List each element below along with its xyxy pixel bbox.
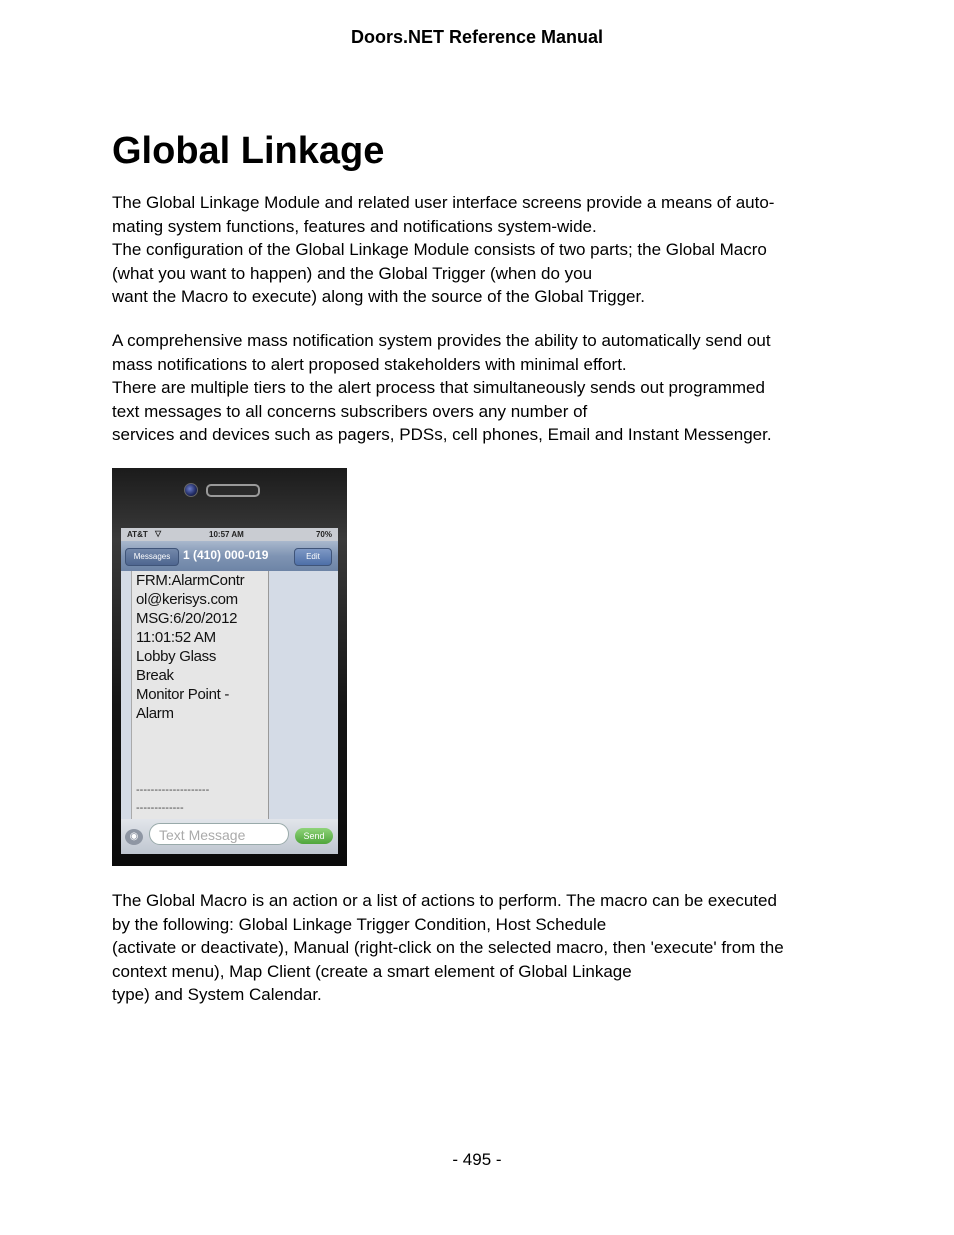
edit-button: Edit xyxy=(294,548,332,566)
text-line: services and devices such as pagers, PDSs, cell phones, Email and Instant Messenger. xyxy=(112,425,772,444)
intro-paragraph xyxy=(112,191,852,309)
contact-title: 1 (410) 000-019 xyxy=(183,548,269,562)
message-line: Alarm xyxy=(136,705,174,722)
messages-back-button: Messages xyxy=(125,548,179,566)
dash-line: -------------------- xyxy=(136,784,210,796)
text-message-field: Text Message xyxy=(149,823,289,845)
text-line: The Global Macro is an action or a list of actions to perform. The macro can be executed xyxy=(112,891,777,910)
message-line: Monitor Point - xyxy=(136,686,230,703)
message-line: Break xyxy=(136,667,174,684)
text-line: type) and System Calendar. xyxy=(112,985,322,1004)
page-number: - 495 - xyxy=(452,1150,502,1169)
battery-label: 70% xyxy=(315,530,332,539)
message-bubble xyxy=(131,571,269,819)
text-line: (activate or deactivate), Manual (right-click on the selected macro, then 'execute' from the xyxy=(112,938,784,957)
wifi-icon: ▽ xyxy=(155,529,162,538)
text-line: context menu), Map Client (create a smart element of Global Linkage xyxy=(112,961,632,981)
notification-paragraph xyxy=(112,329,852,447)
text-line: text messages to all concerns subscribers overs any number of xyxy=(112,401,588,421)
speaker-grille xyxy=(206,484,260,497)
phone-screenshot xyxy=(112,468,347,866)
phone-screen xyxy=(121,528,338,854)
messages-nav-bar xyxy=(121,541,338,571)
message-input-bar xyxy=(121,819,338,854)
text-line: There are multiple tiers to the alert process that simultaneously sends out programmed xyxy=(112,378,765,397)
carrier-label: AT&T xyxy=(127,530,148,539)
message-line: 11:01:52 AM xyxy=(136,629,216,646)
camera-icon: ◉ xyxy=(125,829,143,845)
dash-line: ------------- xyxy=(136,802,184,814)
message-line: ol@kerisys.com xyxy=(136,591,238,608)
status-bar xyxy=(121,528,338,541)
text-line: mass notifications to alert proposed stakeholders with minimal effort. xyxy=(112,354,627,374)
message-line: MSG:6/20/2012 xyxy=(136,610,238,627)
text-line: (what you want to happen) and the Global Trigger (when do you xyxy=(112,263,593,283)
text-line: want the Macro to execute) along with the source of the Global Trigger. xyxy=(112,287,645,306)
message-separator xyxy=(136,781,209,817)
text-line: The Global Linkage Module and related user interface screens provide a means of auto- xyxy=(112,193,775,212)
message-line: FRM:AlarmContr xyxy=(136,572,245,589)
clock-label: 10:57 AM xyxy=(209,530,244,539)
message-line: Lobby Glass xyxy=(136,648,217,665)
message-text xyxy=(136,571,244,723)
page-title: Global Linkage xyxy=(112,130,385,172)
text-line: A comprehensive mass notification system provides the ability to automatically send out xyxy=(112,331,771,350)
text-line: by the following: Global Linkage Trigger Condition, Host Schedule xyxy=(112,914,607,934)
send-button: Send xyxy=(295,828,333,844)
front-camera-icon xyxy=(184,483,198,497)
text-line: mating system functions, features and notifications system-wide. xyxy=(112,216,597,236)
running-header: Doors.NET Reference Manual xyxy=(350,27,604,47)
macro-paragraph xyxy=(112,889,852,1007)
text-line: The configuration of the Global Linkage Module consists of two parts; the Global Macro xyxy=(112,240,767,259)
